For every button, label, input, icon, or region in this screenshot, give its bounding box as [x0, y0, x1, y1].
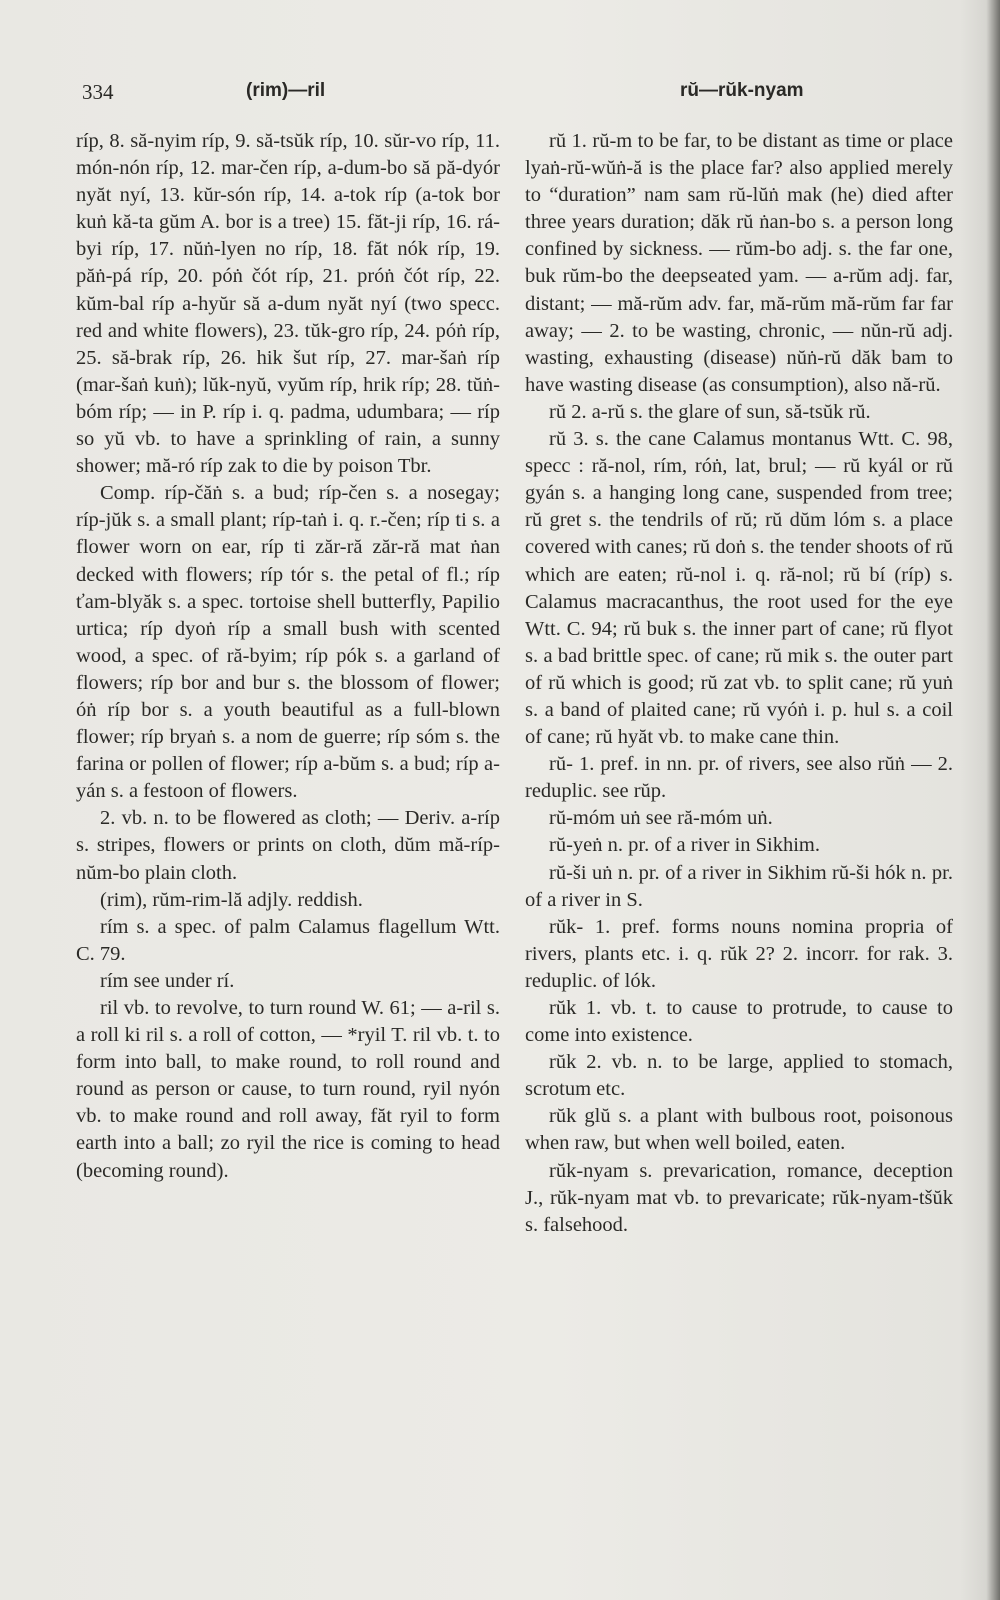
entry-ruk-prefix: rŭk- 1. pref. forms nouns nomina propria of rivers, plants etc. i. q. rŭk 2? 2. incorr. for rak. 3. reduplic. of lók. — [525, 915, 953, 992]
right-column — [525, 128, 953, 1239]
entry-ruk-1: rŭk 1. vb. t. to cause to protrude, to cause to come into existence. — [525, 997, 953, 1047]
page-number: 334 — [82, 80, 114, 104]
entry-ru-3: rŭ 3. s. the cane Calamus montanus Wtt. C. 98, specc : ră-nol, rím, róṅ, lat, brul; — rŭ kyál or rŭ gyán s. a hanging long cane, suspended from tree; rŭ gret s. the tendrils of rŭ; rŭ dŭm lóm s. a place covered with canes; rŭ doṅ s. the tender shoots of rŭ which are eaten; rŭ-nol i. q. ră-nol; rŭ bí (ríp) s. Calamus macracanthus, the root used for the eye Wtt. C. 94; rŭ buk s. the inner part of cane; rŭ flyot s. a bad brittle spec. of cane; rŭ mik s. the outer part of rŭ which is good; rŭ zat vb. to split cane; rŭ yuṅ s. a band of plaited cane; rŭ vyóṅ i. p. hul s. a coil of cane; rŭ hyăt vb. to make cane thin. — [525, 428, 953, 749]
running-head-left: (rim)—ril — [246, 80, 326, 101]
entry-ruk-glu: rŭk glŭ s. a plant with bulbous root, poisonous when raw, but when well boiled, eaten. — [525, 1105, 953, 1155]
entry-ruk-2: rŭk 2. vb. n. to be large, applied to stomach, scrotum etc. — [525, 1051, 953, 1101]
entry-ru-yen: rŭ-yeṅ n. pr. of a river in Sikhim. — [549, 834, 821, 857]
entry-rip-continuation: ríp, 8. să-nyim ríp, 9. să-tsŭk ríp, 10. sŭr-vo ríp, 11. món-nón ríp, 12. mar-čen ríp, a-dum-bo să pă-dyór nyăt nyí, 13. kŭr-són ríp, 14. a-tok ríp (a-tok bor kuṅ kă-ta gŭm A. bor is a tree) 15. făt-ji ríp, 16. rá-byi ríp, 17. nŭṅ-lyen no ríp, 18. făt nók ríp, 19. păṅ-pá ríp, 20. póṅ čót ríp, 21. próṅ čót ríp, 22. kŭm-bal ríp a-hyŭr să a-dum nyăt nyí (two specc. red and white flowers), 23. tŭk-gro ríp, 24. póṅ ríp, 25. să-brak ríp, 26. hik šut ríp, 27. mar-šaṅ ríp (mar-šaṅ kuṅ); lŭk-nyŭ, vyŭm ríp, hrik ríp; 28. tŭṅ-bóm ríp; — in P. ríp i. q. padma, udumbara; — ríp so yŭ vb. to have a sprinkling of rain, a sunny shower; mă-ró ríp zak to die by poison Tbr. — [76, 130, 500, 478]
entry-rim-see: rím see under rí. — [100, 969, 235, 992]
entry-ru-1: rŭ 1. rŭ-m to be far, to be distant as time or place lyaṅ-rŭ-wŭṅ-ă is the place far? also applied merely to “duration” nam sam rŭ-lŭṅ mak (he) died after three years duration; dăk rŭ ṅan-bo s. a person long confined by sickness. — rŭm-bo adj. s. the far one, buk rŭm-bo the deepseated yam. — a-rŭm adj. far, distant; — mă-rŭm adv. far, mă-rŭm mă-rŭm far far away; — 2. to be wasting, chronic, — nŭn-rŭ adj. wasting, exhausting (disease) nŭṅ-rŭ dăk bam to have wasting disease (as consumption), also nă-rŭ. — [525, 130, 953, 396]
entry-rip-compounds: Comp. ríp-čăṅ s. a bud; ríp-čen s. a nosegay; ríp-jŭk s. a small plant; ríp-taṅ i. q. r.-čen; ríp ti s. a flower worn on ear, ríp ti zăr-ră zăr-ră mat ṅan decked with flowers; ríp tór s. the petal of fl.; ríp ťam-blyăk s. a spec. tortoise shell butterfly, Papilio urtica; ríp dyoṅ ríp a small bush with scented wood, a spec. of ră-byim; ríp pók s. a garland of flowers; ríp bor and bur s. the blossom of flower; óṅ ríp bor s. a youth beautiful as a full-blown flower; ríp bryaṅ s. a nom de guerre; ríp sóm s. the farina or pollen of flower; ríp a-bŭm s. a bud; ríp a-yán s. a festoon of flowers. — [76, 482, 500, 803]
entry-rim-adj: (rim), rŭm-rim-lă adjly. reddish. — [100, 888, 363, 911]
page-header — [0, 80, 1000, 110]
entry-ru-si-un: rŭ-ši uṅ n. pr. of a river in Sikhim rŭ-ši hók n. pr. of a river in S. — [525, 861, 953, 911]
entry-ru-2: rŭ 2. a-rŭ s. the glare of sun, să-tsŭk rŭ. — [549, 400, 871, 423]
page-edge — [986, 0, 1000, 1600]
entry-ruk-nyam: rŭk-nyam s. prevarication, romance, deception J., rŭk-nyam mat vb. to prevaricate; rŭk-nyam-tšŭk s. falsehood. — [525, 1159, 953, 1236]
entry-rim-palm: rím s. a spec. of palm Calamus flagellum Wtt. C. 79. — [76, 915, 500, 965]
left-column — [76, 128, 500, 1185]
entry-ru-mom-un: rŭ-móm uṅ see ră-móm uṅ. — [549, 807, 773, 830]
entry-rip-verb: 2. vb. n. to be flowered as cloth; — Deriv. a-ríp s. stripes, flowers or prints on cloth, dŭm mă-ríp-nŭm-bo plain cloth. — [76, 807, 500, 884]
entry-ril: ril vb. to revolve, to turn round W. 61; — a-ril s. a roll ki ril s. a roll of cotton, — *ryil T. ril vb. t. to form into ball, to make round, to roll round and round as person or cause, to turn round, ryil nyón vb. to make round and roll away, făt ryil to form earth into a ball; zo ryil the rice is coming to head (becoming round). — [76, 997, 500, 1182]
entry-ru-prefix: rŭ- 1. pref. in nn. pr. of rivers, see also rŭṅ — 2. reduplic. see rŭp. — [525, 753, 953, 803]
running-head-right: rŭ—rŭk-nyam — [680, 80, 804, 101]
